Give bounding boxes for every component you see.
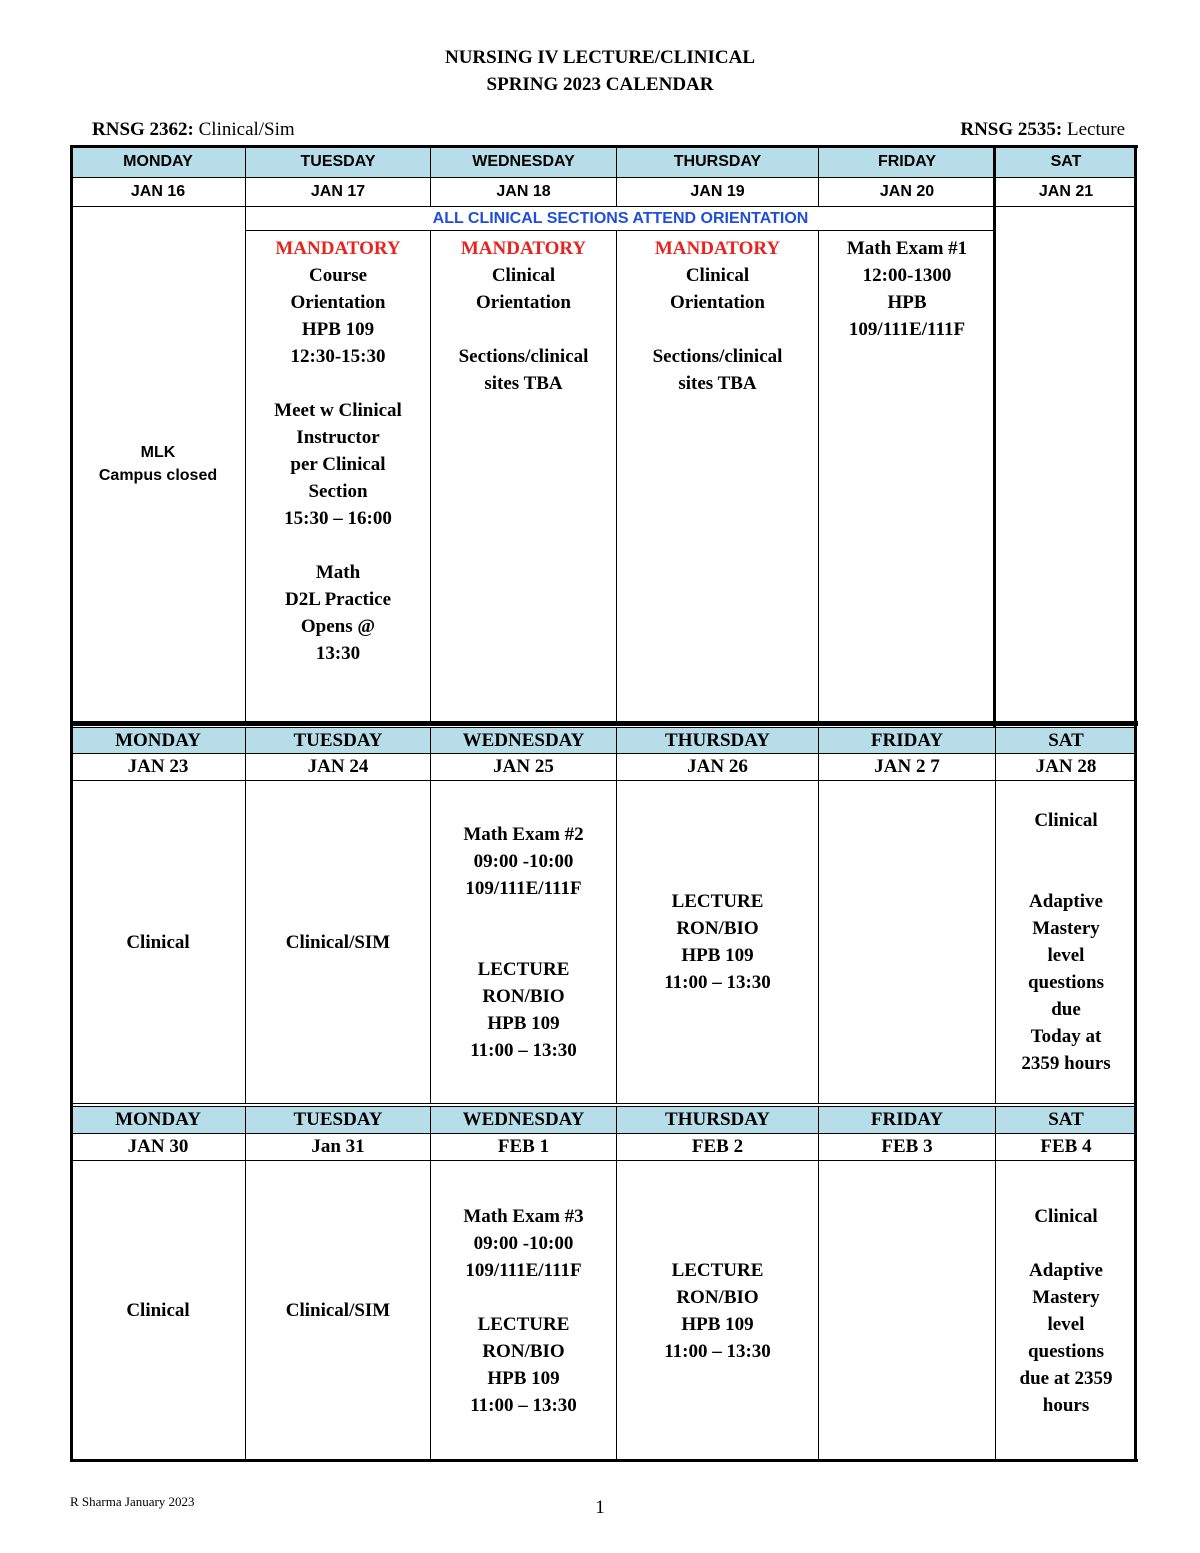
week3-wed-cell xyxy=(430,1160,617,1461)
day-header-mon: MONDAY xyxy=(70,1106,246,1134)
date-fri: JAN 20 xyxy=(818,177,996,207)
week1-fri-cell xyxy=(818,230,996,722)
cell-line: 109/111E/111F xyxy=(848,319,966,340)
cell-line: Math xyxy=(315,562,361,583)
week2-mon-cell xyxy=(70,780,246,1104)
cell-line: Clinical/SIM xyxy=(285,931,391,953)
week3-thu-cell xyxy=(616,1160,819,1461)
cell-line: Meet w Clinical xyxy=(274,400,402,421)
cell-line: LECTURE xyxy=(477,958,570,980)
cell-line: HPB 109 xyxy=(487,1012,560,1034)
date-tue: Jan 31 xyxy=(245,1133,431,1161)
cell-line: 11:00 – 13:30 xyxy=(664,1340,771,1362)
cell-line: Instructor xyxy=(296,427,380,448)
date-sat: JAN 28 xyxy=(995,753,1137,781)
cell-line: Clinical xyxy=(491,265,556,286)
cell-line: sites TBA xyxy=(678,373,757,394)
cell-line: Campus closed xyxy=(98,467,218,484)
week3-fri-cell xyxy=(818,1160,996,1461)
page-number: 1 xyxy=(595,1497,605,1518)
cell-line: level xyxy=(1047,1313,1085,1335)
cell-line: 13:30 xyxy=(315,643,361,664)
document-title-line2: SPRING 2023 CALENDAR xyxy=(486,74,714,95)
footer-author: R Sharma January 2023 xyxy=(70,1494,195,1509)
cell-line: 15:30 – 16:00 xyxy=(284,508,392,529)
date-fri: JAN 2 7 xyxy=(818,753,996,781)
day-header-mon: MONDAY xyxy=(70,145,246,178)
cell-line: due xyxy=(1051,999,1081,1020)
week1-tue-cell xyxy=(245,230,431,722)
cell-line: Orientation xyxy=(476,292,571,313)
table-border-right xyxy=(1134,145,1137,1462)
cell-line: per Clinical xyxy=(290,454,386,475)
cell-line: Clinical xyxy=(126,1300,190,1321)
cell-line: questions xyxy=(1027,1340,1105,1362)
cell-line: Adaptive xyxy=(1029,1259,1103,1281)
date-thu: JAN 19 xyxy=(616,177,819,207)
cell-line: Today at xyxy=(1030,1026,1102,1047)
cell-line: Clinical/SIM xyxy=(285,1300,391,1321)
date-tue: JAN 24 xyxy=(245,753,431,781)
day-header-thu: THURSDAY xyxy=(616,1106,819,1134)
day-header-thu: THURSDAY xyxy=(616,727,819,754)
cell-line: HPB xyxy=(887,292,927,313)
date-wed: FEB 1 xyxy=(430,1133,617,1161)
week3-sat-cell xyxy=(995,1160,1137,1461)
cell-line: Mastery xyxy=(1032,918,1100,939)
table-border-bottom xyxy=(70,1459,1138,1462)
date-fri: FEB 3 xyxy=(818,1133,996,1161)
day-header-sat: SAT xyxy=(995,145,1137,178)
cell-line: RON/BIO xyxy=(482,985,565,1007)
cell-line: LECTURE xyxy=(671,891,764,912)
cell-line: Clinical xyxy=(1034,810,1098,831)
cell-line: due at 2359 xyxy=(1019,1367,1113,1389)
mandatory-flag: MANDATORY xyxy=(654,238,781,259)
cell-line: 109/111E/111F xyxy=(465,1259,582,1281)
cell-line: 11:00 – 13:30 xyxy=(470,1039,577,1061)
cell-line: 12:30-15:30 xyxy=(290,346,386,367)
week1-sat-cell xyxy=(995,206,1137,722)
cell-line: Section xyxy=(308,481,368,502)
cell-line: questions xyxy=(1027,972,1105,993)
week2-tue-cell xyxy=(245,780,431,1104)
week1-monday-cell xyxy=(70,206,246,722)
cell-line: 09:00 -10:00 xyxy=(473,850,574,872)
date-mon: JAN 23 xyxy=(70,753,246,781)
cell-line: Adaptive xyxy=(1029,891,1103,912)
week2-fri-cell xyxy=(818,780,996,1104)
cell-line: 09:00 -10:00 xyxy=(473,1232,574,1254)
day-header-tue: TUESDAY xyxy=(245,1106,431,1134)
date-mon: JAN 30 xyxy=(70,1133,246,1161)
cell-line: Clinical xyxy=(685,265,750,286)
cell-line: 11:00 – 13:30 xyxy=(664,972,771,993)
cell-line: Sections/clinical xyxy=(652,346,783,367)
cell-line: HPB 109 xyxy=(681,945,754,966)
mandatory-flag: MANDATORY xyxy=(460,238,587,259)
cell-line: 109/111E/111F xyxy=(465,877,582,899)
date-mon: JAN 16 xyxy=(70,177,246,207)
date-tue: JAN 17 xyxy=(245,177,431,207)
table-border-top xyxy=(70,145,1138,148)
document-title-line1: NURSING IV LECTURE/CLINICAL xyxy=(444,47,756,68)
day-header-mon: MONDAY xyxy=(70,727,246,754)
day-header-tue: TUESDAY xyxy=(245,145,431,178)
cell-line: Opens @ xyxy=(300,616,376,637)
day-header-fri: FRIDAY xyxy=(818,1106,996,1134)
cell-line: RON/BIO xyxy=(482,1340,565,1362)
day-header-wed: WEDNESDAY xyxy=(430,1106,617,1134)
cell-line: 12:00-1300 xyxy=(862,265,952,286)
cell-line: level xyxy=(1047,945,1085,966)
date-thu: FEB 2 xyxy=(616,1133,819,1161)
day-header-tue: TUESDAY xyxy=(245,727,431,754)
orientation-banner: ALL CLINICAL SECTIONS ATTEND ORIENTATION xyxy=(245,206,996,231)
cell-line: RON/BIO xyxy=(676,918,759,939)
cell-line: HPB 109 xyxy=(487,1367,560,1389)
cell-line: Orientation xyxy=(670,292,765,313)
day-header-sat: SAT xyxy=(995,727,1137,754)
week2-wed-cell xyxy=(430,780,617,1104)
cell-line: LECTURE xyxy=(477,1313,570,1335)
cell-line: Math Exam #3 xyxy=(463,1205,584,1227)
cell-line: HPB 109 xyxy=(681,1313,754,1335)
course-left: RNSG 2362: Clinical/Sim xyxy=(92,119,295,140)
week3-mon-cell xyxy=(70,1160,246,1461)
sat-column-border xyxy=(993,145,996,727)
course-right: RNSG 2535: Lecture xyxy=(960,119,1125,140)
day-header-wed: WEDNESDAY xyxy=(430,145,617,178)
date-wed: JAN 25 xyxy=(430,753,617,781)
date-wed: JAN 18 xyxy=(430,177,617,207)
cell-line: MLK xyxy=(140,444,176,461)
cell-line: D2L Practice xyxy=(284,589,392,610)
week2-sat-cell xyxy=(995,780,1137,1104)
date-thu: JAN 26 xyxy=(616,753,819,781)
table-border-left xyxy=(70,145,73,1462)
week1-thu-cell xyxy=(616,230,819,722)
day-header-thu: THURSDAY xyxy=(616,145,819,178)
cell-line: Math Exam #1 xyxy=(846,238,968,259)
day-header-fri: FRIDAY xyxy=(818,727,996,754)
date-sat: JAN 21 xyxy=(995,177,1137,207)
cell-line: Math Exam #2 xyxy=(463,823,584,845)
cell-line: Clinical xyxy=(126,931,190,953)
cell-line: Orientation xyxy=(290,292,386,313)
cell-line: hours xyxy=(1042,1394,1090,1416)
cell-line: LECTURE xyxy=(671,1259,764,1281)
cell-line: HPB 109 xyxy=(301,319,375,340)
day-header-fri: FRIDAY xyxy=(818,145,996,178)
day-header-sat: SAT xyxy=(995,1106,1137,1134)
week3-tue-cell xyxy=(245,1160,431,1461)
cell-line: RON/BIO xyxy=(676,1286,759,1308)
cell-line: Mastery xyxy=(1032,1286,1100,1308)
mandatory-flag: MANDATORY xyxy=(275,238,401,259)
cell-line: 11:00 – 13:30 xyxy=(470,1394,577,1416)
week-separator xyxy=(70,721,1138,726)
cell-line: 2359 hours xyxy=(1021,1053,1111,1074)
cell-line: Course xyxy=(308,265,368,286)
week2-thu-cell xyxy=(616,780,819,1104)
cell-line: Sections/clinical xyxy=(458,346,589,367)
week1-wed-cell xyxy=(430,230,617,722)
day-header-wed: WEDNESDAY xyxy=(430,727,617,754)
date-sat: FEB 4 xyxy=(995,1133,1137,1161)
cell-line: Clinical xyxy=(1034,1205,1098,1227)
cell-line: sites TBA xyxy=(484,373,563,394)
